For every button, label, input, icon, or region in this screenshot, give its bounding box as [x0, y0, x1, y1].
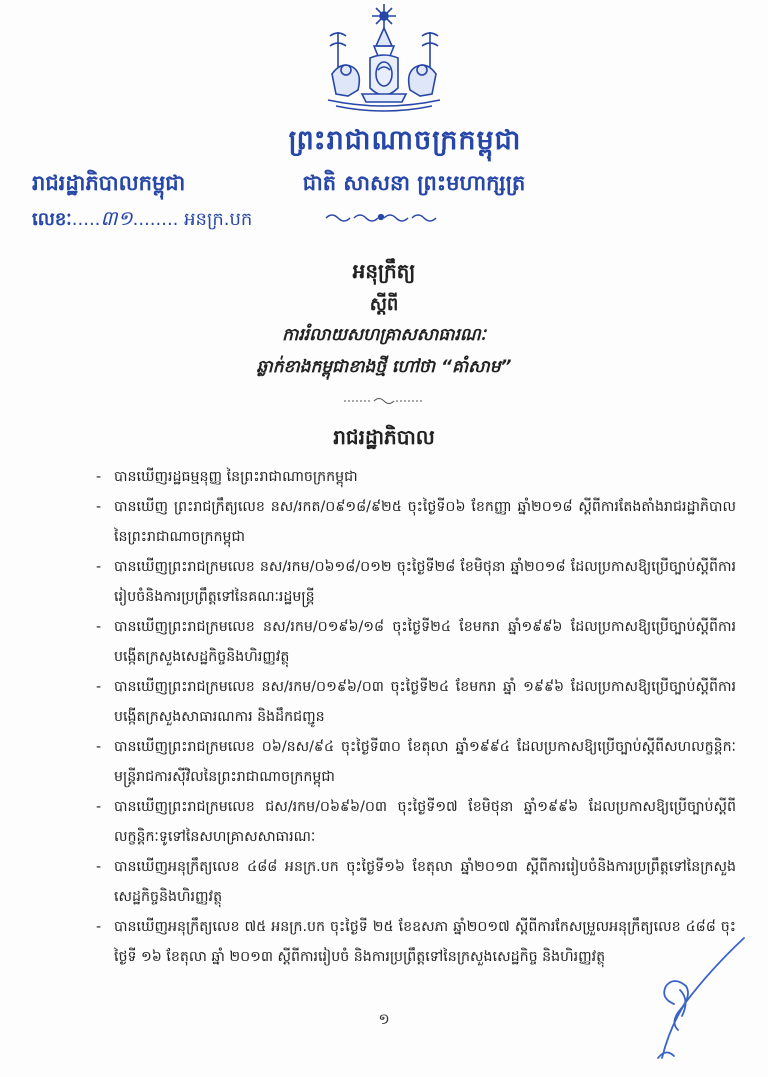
reference-label: លេខៈ [32, 209, 72, 230]
list-item: - បានឃើញព្រះរាជក្រមលេខ នស/រកម/០១៩៦/១៨ ចុះថ្ងៃទី២៤ ខែមករា ឆ្នាំ១៩៩៦ ដែលប្រកាសឱ្យប្រើច្បាប់ស្ដីពីការបង្កើតក្រសួងសេដ្ឋកិច្ចនិងហិរញ្ញវត្ថុ [96, 612, 736, 672]
document-type: អនុក្រឹត្យ [352, 259, 416, 283]
list-item: - បានឃើញព្រះរាជក្រមលេខ នស/រកម/០១៩៦/០៣ ចុះថ្ងៃទី២៤ ខែមករា ឆ្នាំ ១៩៩៦ ដែលប្រកាសឱ្យប្រើច្បាប់ស្ដីពីការបង្កើតក្រសួងសាធារណការ និងដឹកជញ្ជូន [96, 672, 736, 732]
government-name: រាជរដ្ឋាភិបាលកម្ពុជា [32, 171, 186, 195]
subject-line-2: ឆ្លាក់ខាងកម្ពុជាខាងថ្មី ហៅថា “គាំសាម” [256, 357, 512, 377]
subject-line-1: ការរំលាយសហគ្រាសសាធារណៈ [282, 325, 486, 345]
page-number: ១ [378, 1010, 390, 1028]
considerations-list [96, 462, 736, 972]
list-item: - បានឃើញព្រះរាជក្រមលេខ នស/រកម/០៦១៨/០១២ ចុះថ្ងៃទី២៨ ខែមិថុនា ឆ្នាំ២០១៨ ដែលប្រកាសឱ្យប្រើច្បាប់ស្ដីពីការរៀបចំនិងការប្រព្រឹត្តទៅនៃគណៈរដ្ឋមន្ត្រី [96, 552, 736, 612]
reference-dots: ........ [132, 209, 185, 230]
decorative-ornament-icon [322, 210, 440, 224]
reference-code: អនក្រ.បក [184, 209, 253, 230]
reference-line [32, 205, 252, 235]
reference-dots: ..... [71, 209, 101, 230]
list-item: - បានឃើញរដ្ឋធម្មនុញ្ញ នៃព្រះរាជាណាចក្រកម្ពុជា [96, 462, 736, 492]
divider-ornament-icon [342, 396, 426, 406]
list-item: - បានឃើញព្រះរាជក្រមលេខ ជស/រកម/០៦៩៦/០៣ ចុះថ្ងៃទី១៧ ខែមិថុនា ឆ្នាំ១៩៩៦ ដែលប្រកាសឱ្យប្រើច្បាប់ស្ដីពីលក្ខន្តិកៈទូទៅនៃសហគ្រាសសាធារណៈ [96, 792, 736, 852]
government-heading: រាជរដ្ឋាភិបាល [333, 425, 435, 449]
national-motto: ជាតិ សាសនា ព្រះមហាក្សត្រ [302, 171, 526, 195]
list-item: - បានឃើញអនុក្រឹត្យលេខ ៧៥ អនក្រ.បក ចុះថ្ងៃទី ២៥ ខែឧសភា ឆ្នាំ២០១៧ ស្ដីពីការកែសម្រួលអនុក្រឹត្យលេខ ៤៨៨ ចុះថ្ងៃទី ១៦ ខែតុលា ឆ្នាំ ២០១៣ ស្ដីពីការរៀបចំ និងការប្រព្រឹត្តទៅនៃក្រសួងសេដ្ឋកិច្ច និងហិរញ្ញវត្ថុ [96, 912, 736, 972]
list-item: - បានឃើញ ព្រះរាជក្រឹត្យលេខ នស/រកត/០៩១៨/៩២៥ ចុះថ្ងៃទី០៦ ខែកញ្ញា ឆ្នាំ២០១៨ ស្ដីពីការតែងតាំងរាជរដ្ឋាភិបាល នៃព្រះរាជាណាចក្រកម្ពុជា [96, 492, 736, 552]
kingdom-title: ព្រះរាជាណាចក្រកម្ពុជា [288, 125, 522, 156]
list-item: - បានឃើញអនុក្រឹត្យលេខ ៤៨៨ អនក្រ.បក ចុះថ្ងៃទី១៦ ខែតុលា ឆ្នាំ២០១៣ ស្ដីពីការរៀបចំនិងការប្រព្រឹត្តទៅនៃក្រសួងសេដ្ឋកិច្ចនិងហិរញ្ញវត្ថុ [96, 852, 736, 912]
reference-number: ៣១ [100, 206, 133, 230]
subject-label: ស្ដីពី [369, 294, 399, 315]
royal-arms-of-cambodia-icon [318, 2, 450, 118]
handwritten-signature-icon [640, 930, 750, 1070]
list-item: - បានឃើញព្រះរាជក្រមលេខ ០៦/នស/៩៤ ចុះថ្ងៃទី៣០ ខែតុលា ឆ្នាំ១៩៩៤ ដែលប្រកាសឱ្យប្រើច្បាប់ស្ដីពីសហលក្ខន្តិកៈមន្ត្រីរាជការស៊ីវិលនៃព្រះរាជាណាចក្រកម្ពុជា [96, 732, 736, 792]
